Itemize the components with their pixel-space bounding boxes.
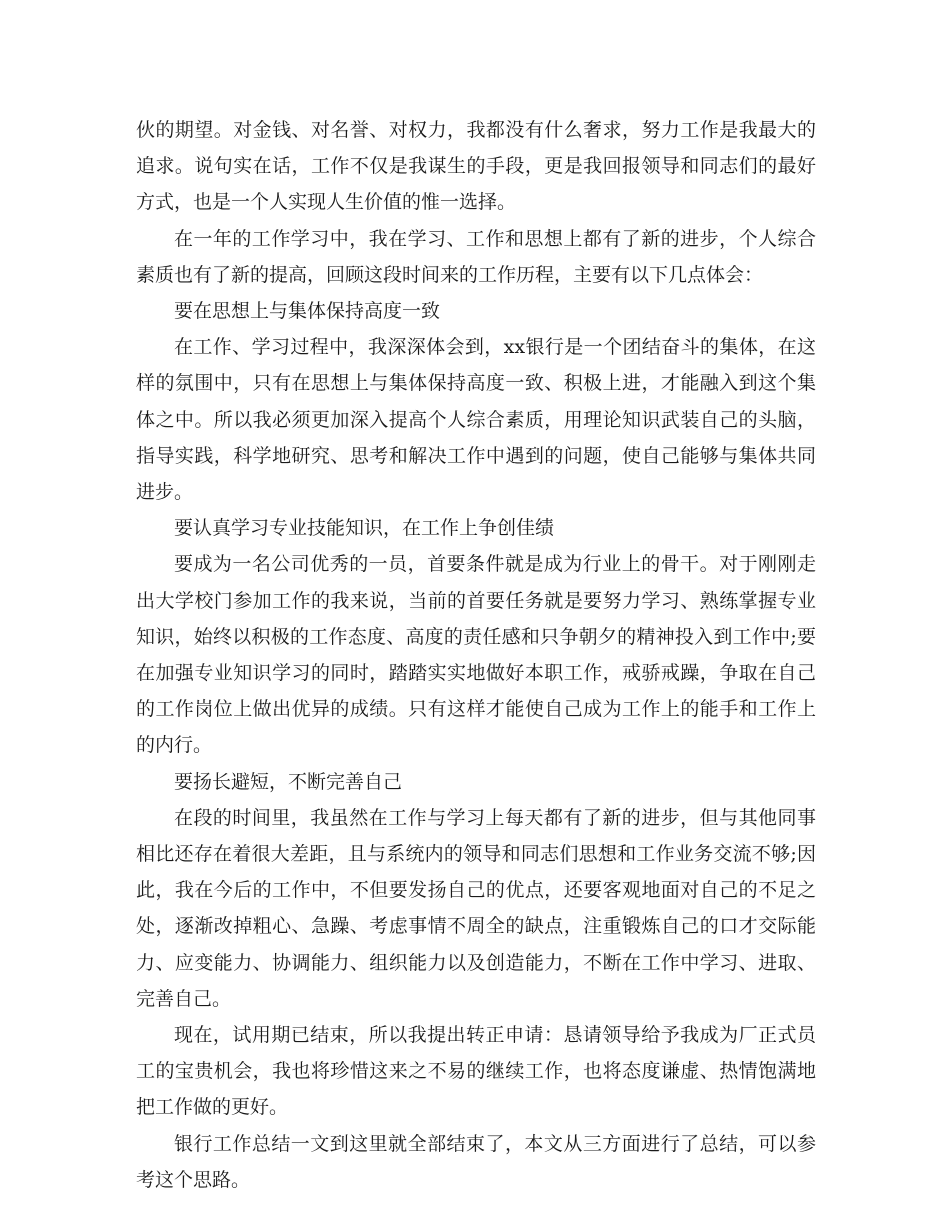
document-body	[136, 112, 816, 1198]
paragraph-intro: 在一年的工作学习中，我在学习、工作和思想上都有了新的进步，个人综合素质也有了新的提高，回顾这段时间来的工作历程，主要有以下几点体会：	[136, 227, 816, 286]
paragraph-opening: 伙的期望。对金钱、对名誉、对权力，我都没有什么奢求，努力工作是我最大的追求。说句实在话，工作不仅是我谋生的手段，更是我回报领导和同志们的最好方式，也是一个人实现人生价值的惟一选择。	[136, 119, 816, 214]
paragraph-closing: 银行工作总结一文到这里就全部结束了，本文从三方面进行了总结，可以参考这个思路。	[136, 1132, 816, 1191]
section-heading-1: 要在思想上与集体保持高度一致	[174, 300, 441, 323]
section-heading-2: 要认真学习专业技能知识，在工作上争创佳绩	[174, 517, 555, 540]
section-heading-3: 要扬长避短，不断完善自己	[174, 770, 403, 793]
paragraph-section-2: 要成为一名公司优秀的一员，首要条件就是成为行业上的骨干。对于刚刚走出大学校门参加工作的我来说，当前的首要任务就是要努力学习、熟练掌握专业知识，始终以积极的工作态度、高度的责任感和只争朝夕的精神投入到工作中;要在加强专业知识学习的同时，踏踏实实地做好本职工作，戒骄戒躁，争取在自己的工作岗位上做出优异的成绩。只有这样才能使自己成为工作上的能手和工作上的内行。	[136, 553, 816, 757]
paragraph-section-1: 在工作、学习过程中，我深深体会到，xx银行是一个团结奋斗的集体，在这样的氛围中，只有在思想上与集体保持高度一致、积极上进，才能融入到这个集体之中。所以我必须更加深入提高个人综合素质，用理论知识武装自己的头脑，指导实践，科学地研究、思考和解决工作中遇到的问题，使自己能够与集体共同进步。	[136, 336, 816, 504]
paragraph-section-3: 在段的时间里，我虽然在工作与学习上每天都有了新的进步，但与其他同事相比还存在着很大差距，且与系统内的领导和同志们思想和工作业务交流不够;因此，我在今后的工作中，不但要发扬自己的优点，还要客观地面对自己的不足之处，逐渐改掉粗心、急躁、考虑事情不周全的缺点，注重锻炼自己的口才交际能力、应变能力、协调能力、组织能力以及创造能力，不断在工作中学习、进取、完善自己。	[136, 806, 816, 1010]
paragraph-application: 现在，试用期已结束，所以我提出转正申请：恳请领导给予我成为厂正式员工的宝贵机会，我也将珍惜这来之不易的继续工作，也将态度谦虚、热情饱满地把工作做的更好。	[136, 1024, 816, 1119]
